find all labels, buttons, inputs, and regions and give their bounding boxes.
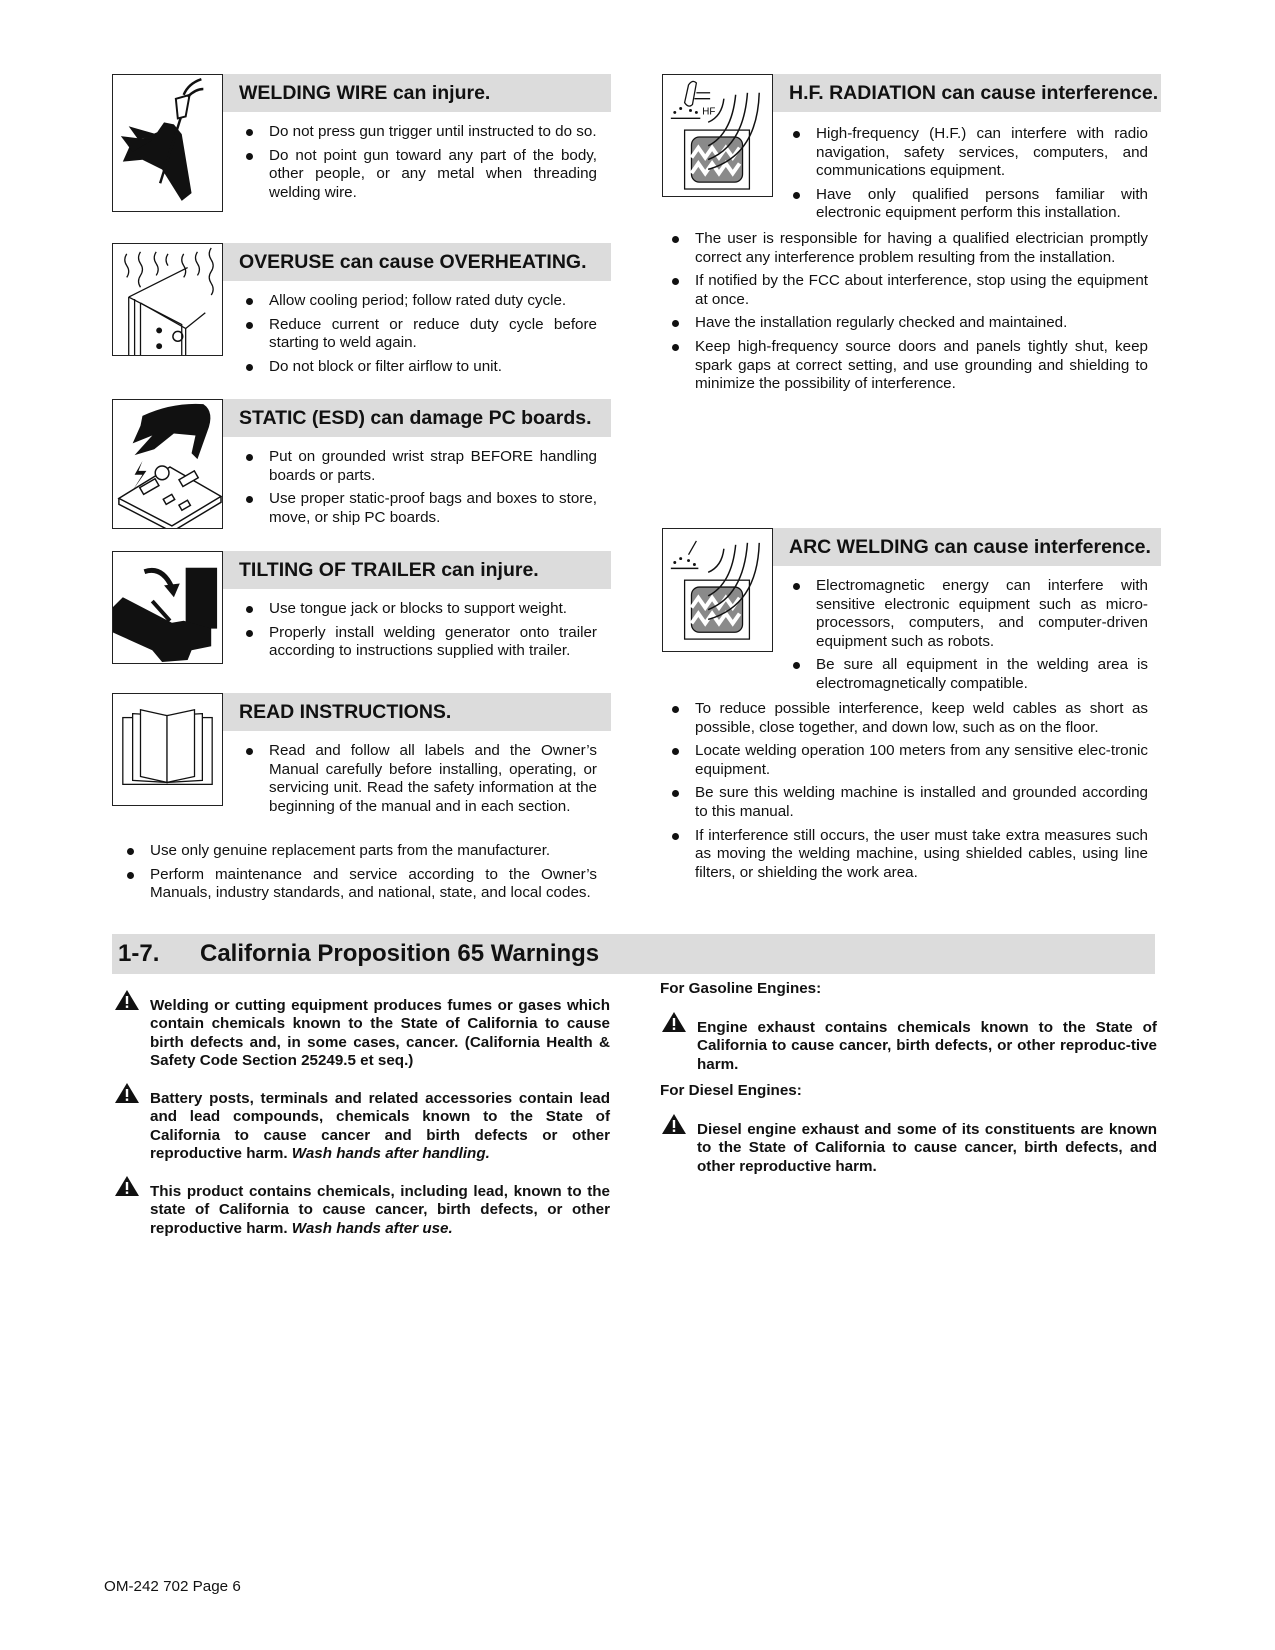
- list-item: Properly install welding generator onto trailer according to instructions supplied with trailer.: [245, 624, 597, 661]
- warning-text: Engine exhaust contains chemicals known to the State of California to cause cancer, birth defects, or other reproduc-tive harm.: [697, 1019, 1157, 1073]
- list-item: The user is responsible for having a qualified electrician promptly correct any interference problem resulting from the installation.: [671, 230, 1148, 267]
- overheating-unit-icon: [112, 243, 223, 356]
- list-item: Have only qualified persons familiar with electronic equipment perform this installation.: [792, 186, 1148, 223]
- hazard-title-tilting-trailer: TILTING OF TRAILER can injure.: [223, 551, 611, 589]
- warning-emphasis: Wash hands after handling.: [291, 1145, 490, 1163]
- warning-text: Welding or cutting equipment produces fumes or gases which contain chemicals known to the State of California to cause birth defects and, in some cases, cancer. (California Health & Safety Code Section 25249.5 et seq.): [150, 997, 610, 1070]
- list-item: Use tongue jack or blocks to support weight.: [245, 600, 597, 619]
- warning-text: Battery posts, terminals and related accessories contain lead and lead compounds, chemicals known to the State of California to cause cancer and birth defects or other reproductive harm.: [150, 1090, 610, 1163]
- warning-text: Diesel engine exhaust and some of its constituents are known to the State of California to cause cancer, birth defects, and other reproductive harm.: [697, 1121, 1157, 1175]
- arc-welding-interference-icon: [662, 528, 773, 652]
- static-bullets: [245, 448, 597, 532]
- read-manual-book-icon: [112, 693, 223, 806]
- read-instructions-bullets: [245, 742, 597, 821]
- list-item: Electromagnetic energy can interfere with sensitive electronic equipment such as micro-processors, computers, and computer-driven equipment such as robots.: [792, 577, 1148, 651]
- arc-general-bullets: [671, 700, 1148, 887]
- list-item: Keep high-frequency source doors and panels tightly shut, keep spark gaps at correct setting, and use grounding and shielding to minimize the possibility of interference.: [671, 338, 1148, 394]
- hazard-title-hf-radiation: H.F. RADIATION can cause interference.: [773, 74, 1161, 112]
- list-item: Do not block or filter airflow to unit.: [245, 358, 597, 377]
- static-esd-pcboard-icon: [112, 399, 223, 529]
- diesel-engines-label: For Diesel Engines:: [660, 1082, 802, 1099]
- list-item: Perform maintenance and service according to the Owner’s Manuals, industry standards, and national, state, and local codes.: [126, 866, 597, 903]
- diesel-warning: [697, 1121, 1157, 1176]
- list-item: Do not press gun trigger until instructed to do so.: [245, 123, 597, 142]
- section-number: 1-7.: [118, 940, 160, 967]
- warning-triangle-icon: [114, 1175, 140, 1197]
- list-item: Be sure this welding machine is installed and grounded according to this manual.: [671, 784, 1148, 821]
- warning-emphasis: Wash hands after use.: [291, 1219, 453, 1237]
- hf-label: HF: [702, 106, 716, 118]
- warning-triangle-icon: [114, 989, 140, 1011]
- list-item: High-frequency (H.F.) can interfere with radio navigation, safety services, computers, and communications equipment.: [792, 125, 1148, 181]
- welding-wire-hand-icon: [112, 74, 223, 212]
- section-heading: [112, 934, 1155, 974]
- list-item: Have the installation regularly checked and maintained.: [671, 314, 1148, 333]
- hf-radiation-bullets: [792, 125, 1148, 228]
- tilting-trailer-icon: [112, 551, 223, 664]
- hf-radiation-icon: [662, 74, 773, 197]
- warning-text: This product contains chemicals, including lead, known to the state of California to cause cancer, birth defects, or other reproductive harm.: [150, 1183, 610, 1237]
- list-item: Do not point gun toward any part of the body, other people, or any metal when threading welding wire.: [245, 147, 597, 203]
- list-item: If interference still occurs, the user must take extra measures such as moving the welding machine, using shielded cables, using line filters, or shielding the work area.: [671, 827, 1148, 883]
- arc-welding-bullets: [792, 577, 1148, 699]
- prop65-warning-2: [150, 1090, 610, 1164]
- warning-triangle-icon: [661, 1011, 687, 1033]
- hazard-title-arc-welding: ARC WELDING can cause interference.: [773, 528, 1161, 566]
- hazard-title-static: STATIC (ESD) can damage PC boards.: [223, 399, 611, 437]
- section-title: California Proposition 65 Warnings: [200, 940, 600, 967]
- gasoline-warning: [697, 1019, 1157, 1074]
- prop65-warning-3: [150, 1183, 610, 1238]
- overuse-bullets: [245, 292, 597, 381]
- list-item: If notified by the FCC about interference, stop using the equipment at once.: [671, 272, 1148, 309]
- gasoline-engines-label: For Gasoline Engines:: [660, 980, 822, 997]
- warning-triangle-icon: [114, 1082, 140, 1104]
- left-general-bullets: [126, 842, 597, 908]
- hazard-title-overuse: OVERUSE can cause OVERHEATING.: [223, 243, 611, 281]
- tilting-trailer-bullets: [245, 600, 597, 666]
- list-item: To reduce possible interference, keep weld cables as short as possible, close together, and down low, such as on the floor.: [671, 700, 1148, 737]
- list-item: Use only genuine replacement parts from the manufacturer.: [126, 842, 597, 861]
- hazard-title-welding-wire: WELDING WIRE can injure.: [223, 74, 611, 112]
- prop65-warning-1: [150, 997, 610, 1071]
- page-footer: OM-242 702 Page 6: [104, 1578, 241, 1595]
- list-item: Read and follow all labels and the Owner’s Manual carefully before installing, operating, or servicing unit. Read the safety information at the beginning of the manual and in each section.: [245, 742, 597, 816]
- list-item: Be sure all equipment in the welding area is electromagnetically compatible.: [792, 656, 1148, 693]
- hf-general-bullets: [671, 230, 1148, 399]
- list-item: Use proper static-proof bags and boxes to store, move, or ship PC boards.: [245, 490, 597, 527]
- hazard-title-read-instructions: READ INSTRUCTIONS.: [223, 693, 611, 731]
- list-item: Locate welding operation 100 meters from any sensitive elec-tronic equipment.: [671, 742, 1148, 779]
- list-item: Allow cooling period; follow rated duty cycle.: [245, 292, 597, 311]
- list-item: Reduce current or reduce duty cycle before starting to weld again.: [245, 316, 597, 353]
- warning-triangle-icon: [661, 1113, 687, 1135]
- welding-wire-bullets: [245, 123, 597, 207]
- list-item: Put on grounded wrist strap BEFORE handling boards or parts.: [245, 448, 597, 485]
